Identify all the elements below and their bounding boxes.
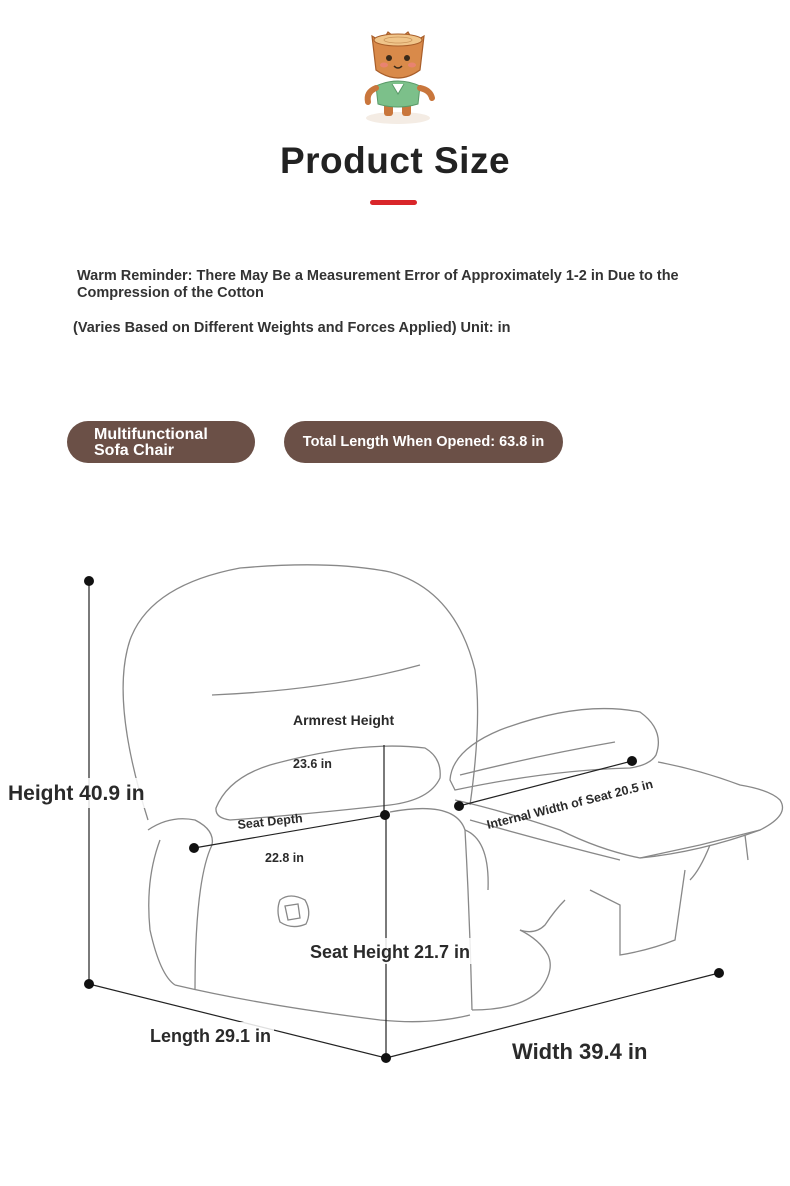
armrest-height-label: Armrest Height (293, 712, 395, 728)
seat-width-right-point (627, 756, 637, 766)
unit-note: (Varies Based on Different Weights and Forces Applied) Unit: in (73, 320, 511, 336)
corner-point (381, 1053, 391, 1063)
armrest-height-value: 23.6 in (293, 757, 332, 771)
seat-height-point (380, 810, 390, 820)
height-bottom-point (84, 979, 94, 989)
seat-depth-value: 22.8 in (265, 851, 304, 865)
internal-width-label: Internal Width of Seat 20.5 in (485, 777, 655, 832)
height-top-point (84, 576, 94, 586)
dimension-points (84, 576, 724, 1063)
width-label: Width 39.4 in (512, 1039, 648, 1064)
seat-depth-label: Seat Depth (236, 811, 304, 832)
seat-depth-point (189, 843, 199, 853)
height-label: Height 40.9 in (8, 782, 145, 805)
product-type-line1: Multifunctional (94, 426, 208, 443)
seat-width-left-point (454, 801, 464, 811)
page-title: Product Size (279, 140, 511, 181)
width-end-point (714, 968, 724, 978)
length-label: Length 29.1 in (150, 1026, 272, 1046)
product-type-line2: Sofa Chair (94, 442, 175, 459)
seat-height-label: Seat Height 21.7 in (310, 942, 471, 962)
label-backgrounds (4, 778, 658, 1068)
total-length-tag: Total Length When Opened: 63.8 in (284, 421, 563, 463)
measurement-reminder: Warm Reminder: There May Be a Measurement Error of Approximately 1-2 in Due to the Compression of the Cotton (77, 268, 679, 301)
